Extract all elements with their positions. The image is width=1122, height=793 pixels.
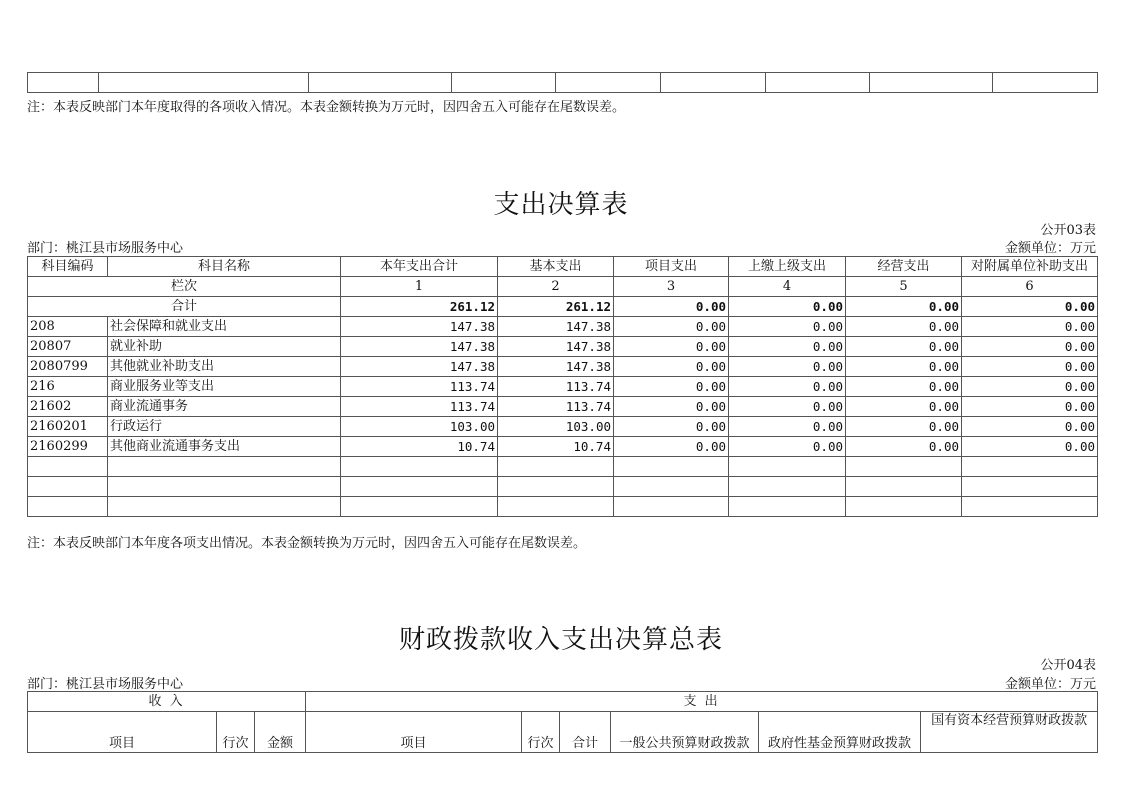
sub-header: 行次 bbox=[522, 712, 560, 753]
amount-cell: 0.00 bbox=[729, 357, 846, 377]
total-cell: 0.00 bbox=[962, 297, 1098, 317]
total-cell: 261.12 bbox=[341, 297, 498, 317]
header-cell: 科目编码 bbox=[28, 257, 108, 277]
lanci-cell: 1 bbox=[341, 277, 498, 297]
sub-header: 行次 bbox=[217, 712, 255, 753]
amount-cell: 0.00 bbox=[729, 337, 846, 357]
amount-cell: 0.00 bbox=[846, 317, 962, 337]
total-cell: 261.12 bbox=[498, 297, 614, 317]
amount-cell: 113.74 bbox=[498, 397, 614, 417]
subject-name: 就业补助 bbox=[108, 337, 341, 357]
amount-cell: 0.00 bbox=[614, 437, 729, 457]
amount-cell: 10.74 bbox=[341, 437, 498, 457]
subject-name: 其他就业补助支出 bbox=[108, 357, 341, 377]
amount-cell: 113.74 bbox=[341, 397, 498, 417]
amount-cell: 113.74 bbox=[498, 377, 614, 397]
fiscal-title: 财政拨款收入支出决算总表 bbox=[398, 625, 723, 655]
amount-cell: 0.00 bbox=[846, 357, 962, 377]
amount-cell: 0.00 bbox=[962, 357, 1098, 377]
previous-table-tail bbox=[27, 72, 1098, 93]
table-row bbox=[28, 317, 1098, 337]
header-cell: 项目支出 bbox=[614, 257, 729, 277]
subject-code: 21602 bbox=[28, 397, 108, 417]
header-cell: 本年支出合计 bbox=[341, 257, 498, 277]
subject-code: 216 bbox=[28, 377, 108, 397]
amount-cell: 0.00 bbox=[729, 317, 846, 337]
amount-cell: 147.38 bbox=[498, 337, 614, 357]
amount-cell: 0.00 bbox=[614, 357, 729, 377]
fiscal-table-clip bbox=[27, 691, 1098, 751]
amount-cell: 0.00 bbox=[962, 317, 1098, 337]
empty-row bbox=[28, 497, 1098, 517]
empty-row bbox=[28, 457, 1098, 477]
expenditure-table-code: 公开03表 bbox=[1040, 223, 1096, 238]
sub-header: 一般公共预算财政拨款 bbox=[611, 712, 759, 753]
expense-header: 支 出 bbox=[306, 692, 1098, 712]
amount-cell: 147.38 bbox=[341, 357, 498, 377]
fiscal-table bbox=[27, 691, 1098, 753]
amount-cell: 113.74 bbox=[341, 377, 498, 397]
expenditure-unit: 金额单位：万元 bbox=[1004, 241, 1096, 256]
amount-cell: 0.00 bbox=[962, 437, 1098, 457]
income-table-note: 注：本表反映部门本年度取得的各项收入情况。本表金额转换为万元时，因四舍五入可能存在尾数误差。 bbox=[27, 100, 626, 115]
lanci-cell: 6 bbox=[962, 277, 1098, 297]
subject-code: 2160201 bbox=[28, 417, 108, 437]
header-cell: 基本支出 bbox=[498, 257, 614, 277]
table-row bbox=[28, 357, 1098, 377]
sub-header: 合计 bbox=[560, 712, 611, 753]
subject-code: 20807 bbox=[28, 337, 108, 357]
amount-cell: 0.00 bbox=[614, 337, 729, 357]
amount-cell: 0.00 bbox=[729, 437, 846, 457]
fiscal-table-code: 公开04表 bbox=[1040, 658, 1096, 673]
expenditure-department: 部门：桃江县市场服务中心 bbox=[27, 241, 184, 256]
subject-name: 商业流通事务 bbox=[108, 397, 341, 417]
amount-cell: 0.00 bbox=[962, 337, 1098, 357]
column-number-row bbox=[28, 277, 1098, 297]
sub-header: 项目 bbox=[28, 712, 217, 753]
lanci-cell: 3 bbox=[614, 277, 729, 297]
fiscal-department: 部门：桃江县市场服务中心 bbox=[27, 677, 184, 692]
subject-code: 2160299 bbox=[28, 437, 108, 457]
amount-cell: 147.38 bbox=[341, 317, 498, 337]
amount-cell: 147.38 bbox=[341, 337, 498, 357]
amount-cell: 0.00 bbox=[614, 377, 729, 397]
header-row bbox=[28, 257, 1098, 277]
expenditure-title: 支出决算表 bbox=[493, 190, 629, 220]
amount-cell: 0.00 bbox=[846, 337, 962, 357]
expenditure-table bbox=[27, 256, 1098, 517]
fiscal-unit: 金额单位：万元 bbox=[1004, 677, 1096, 692]
amount-cell: 0.00 bbox=[729, 377, 846, 397]
amount-cell: 0.00 bbox=[846, 417, 962, 437]
amount-cell: 10.74 bbox=[498, 437, 614, 457]
header-cell: 对附属单位补助支出 bbox=[962, 257, 1098, 277]
amount-cell: 0.00 bbox=[962, 377, 1098, 397]
lanci-cell: 5 bbox=[846, 277, 962, 297]
header-cell: 上缴上级支出 bbox=[729, 257, 846, 277]
subject-name: 行政运行 bbox=[108, 417, 341, 437]
total-cell: 0.00 bbox=[729, 297, 846, 317]
header-cell: 经营支出 bbox=[846, 257, 962, 277]
sub-header: 金额 bbox=[255, 712, 306, 753]
header-cell: 科目名称 bbox=[108, 257, 341, 277]
amount-cell: 147.38 bbox=[498, 317, 614, 337]
amount-cell: 0.00 bbox=[846, 437, 962, 457]
subject-name: 商业服务业等支出 bbox=[108, 377, 341, 397]
table-row bbox=[28, 417, 1098, 437]
sub-header: 国有资本经营预算财政拨款 bbox=[921, 712, 1098, 753]
income-header: 收 入 bbox=[28, 692, 306, 712]
amount-cell: 0.00 bbox=[729, 397, 846, 417]
lanci-cell: 2 bbox=[498, 277, 614, 297]
amount-cell: 0.00 bbox=[846, 377, 962, 397]
subject-name: 其他商业流通事务支出 bbox=[108, 437, 341, 457]
subject-code: 2080799 bbox=[28, 357, 108, 377]
total-cell: 0.00 bbox=[614, 297, 729, 317]
lanci-label: 栏次 bbox=[28, 277, 341, 297]
table-row bbox=[28, 437, 1098, 457]
empty-row bbox=[28, 477, 1098, 497]
table-row bbox=[28, 397, 1098, 417]
amount-cell: 147.38 bbox=[498, 357, 614, 377]
amount-cell: 0.00 bbox=[614, 417, 729, 437]
total-row bbox=[28, 297, 1098, 317]
amount-cell: 103.00 bbox=[498, 417, 614, 437]
table-row bbox=[28, 337, 1098, 357]
amount-cell: 0.00 bbox=[729, 417, 846, 437]
sub-header: 政府性基金预算财政拨款 bbox=[759, 712, 921, 753]
sub-header: 项目 bbox=[306, 712, 522, 753]
amount-cell: 0.00 bbox=[846, 397, 962, 417]
expenditure-note: 注：本表反映部门本年度各项支出情况。本表金额转换为万元时，因四舍五入可能存在尾数误差。 bbox=[27, 536, 587, 551]
subject-name: 社会保障和就业支出 bbox=[108, 317, 341, 337]
total-cell: 0.00 bbox=[846, 297, 962, 317]
amount-cell: 0.00 bbox=[614, 317, 729, 337]
amount-cell: 0.00 bbox=[614, 397, 729, 417]
amount-cell: 0.00 bbox=[962, 417, 1098, 437]
subject-code: 208 bbox=[28, 317, 108, 337]
table-row bbox=[28, 377, 1098, 397]
lanci-cell: 4 bbox=[729, 277, 846, 297]
amount-cell: 103.00 bbox=[341, 417, 498, 437]
total-label: 合计 bbox=[28, 297, 341, 317]
amount-cell: 0.00 bbox=[962, 397, 1098, 417]
